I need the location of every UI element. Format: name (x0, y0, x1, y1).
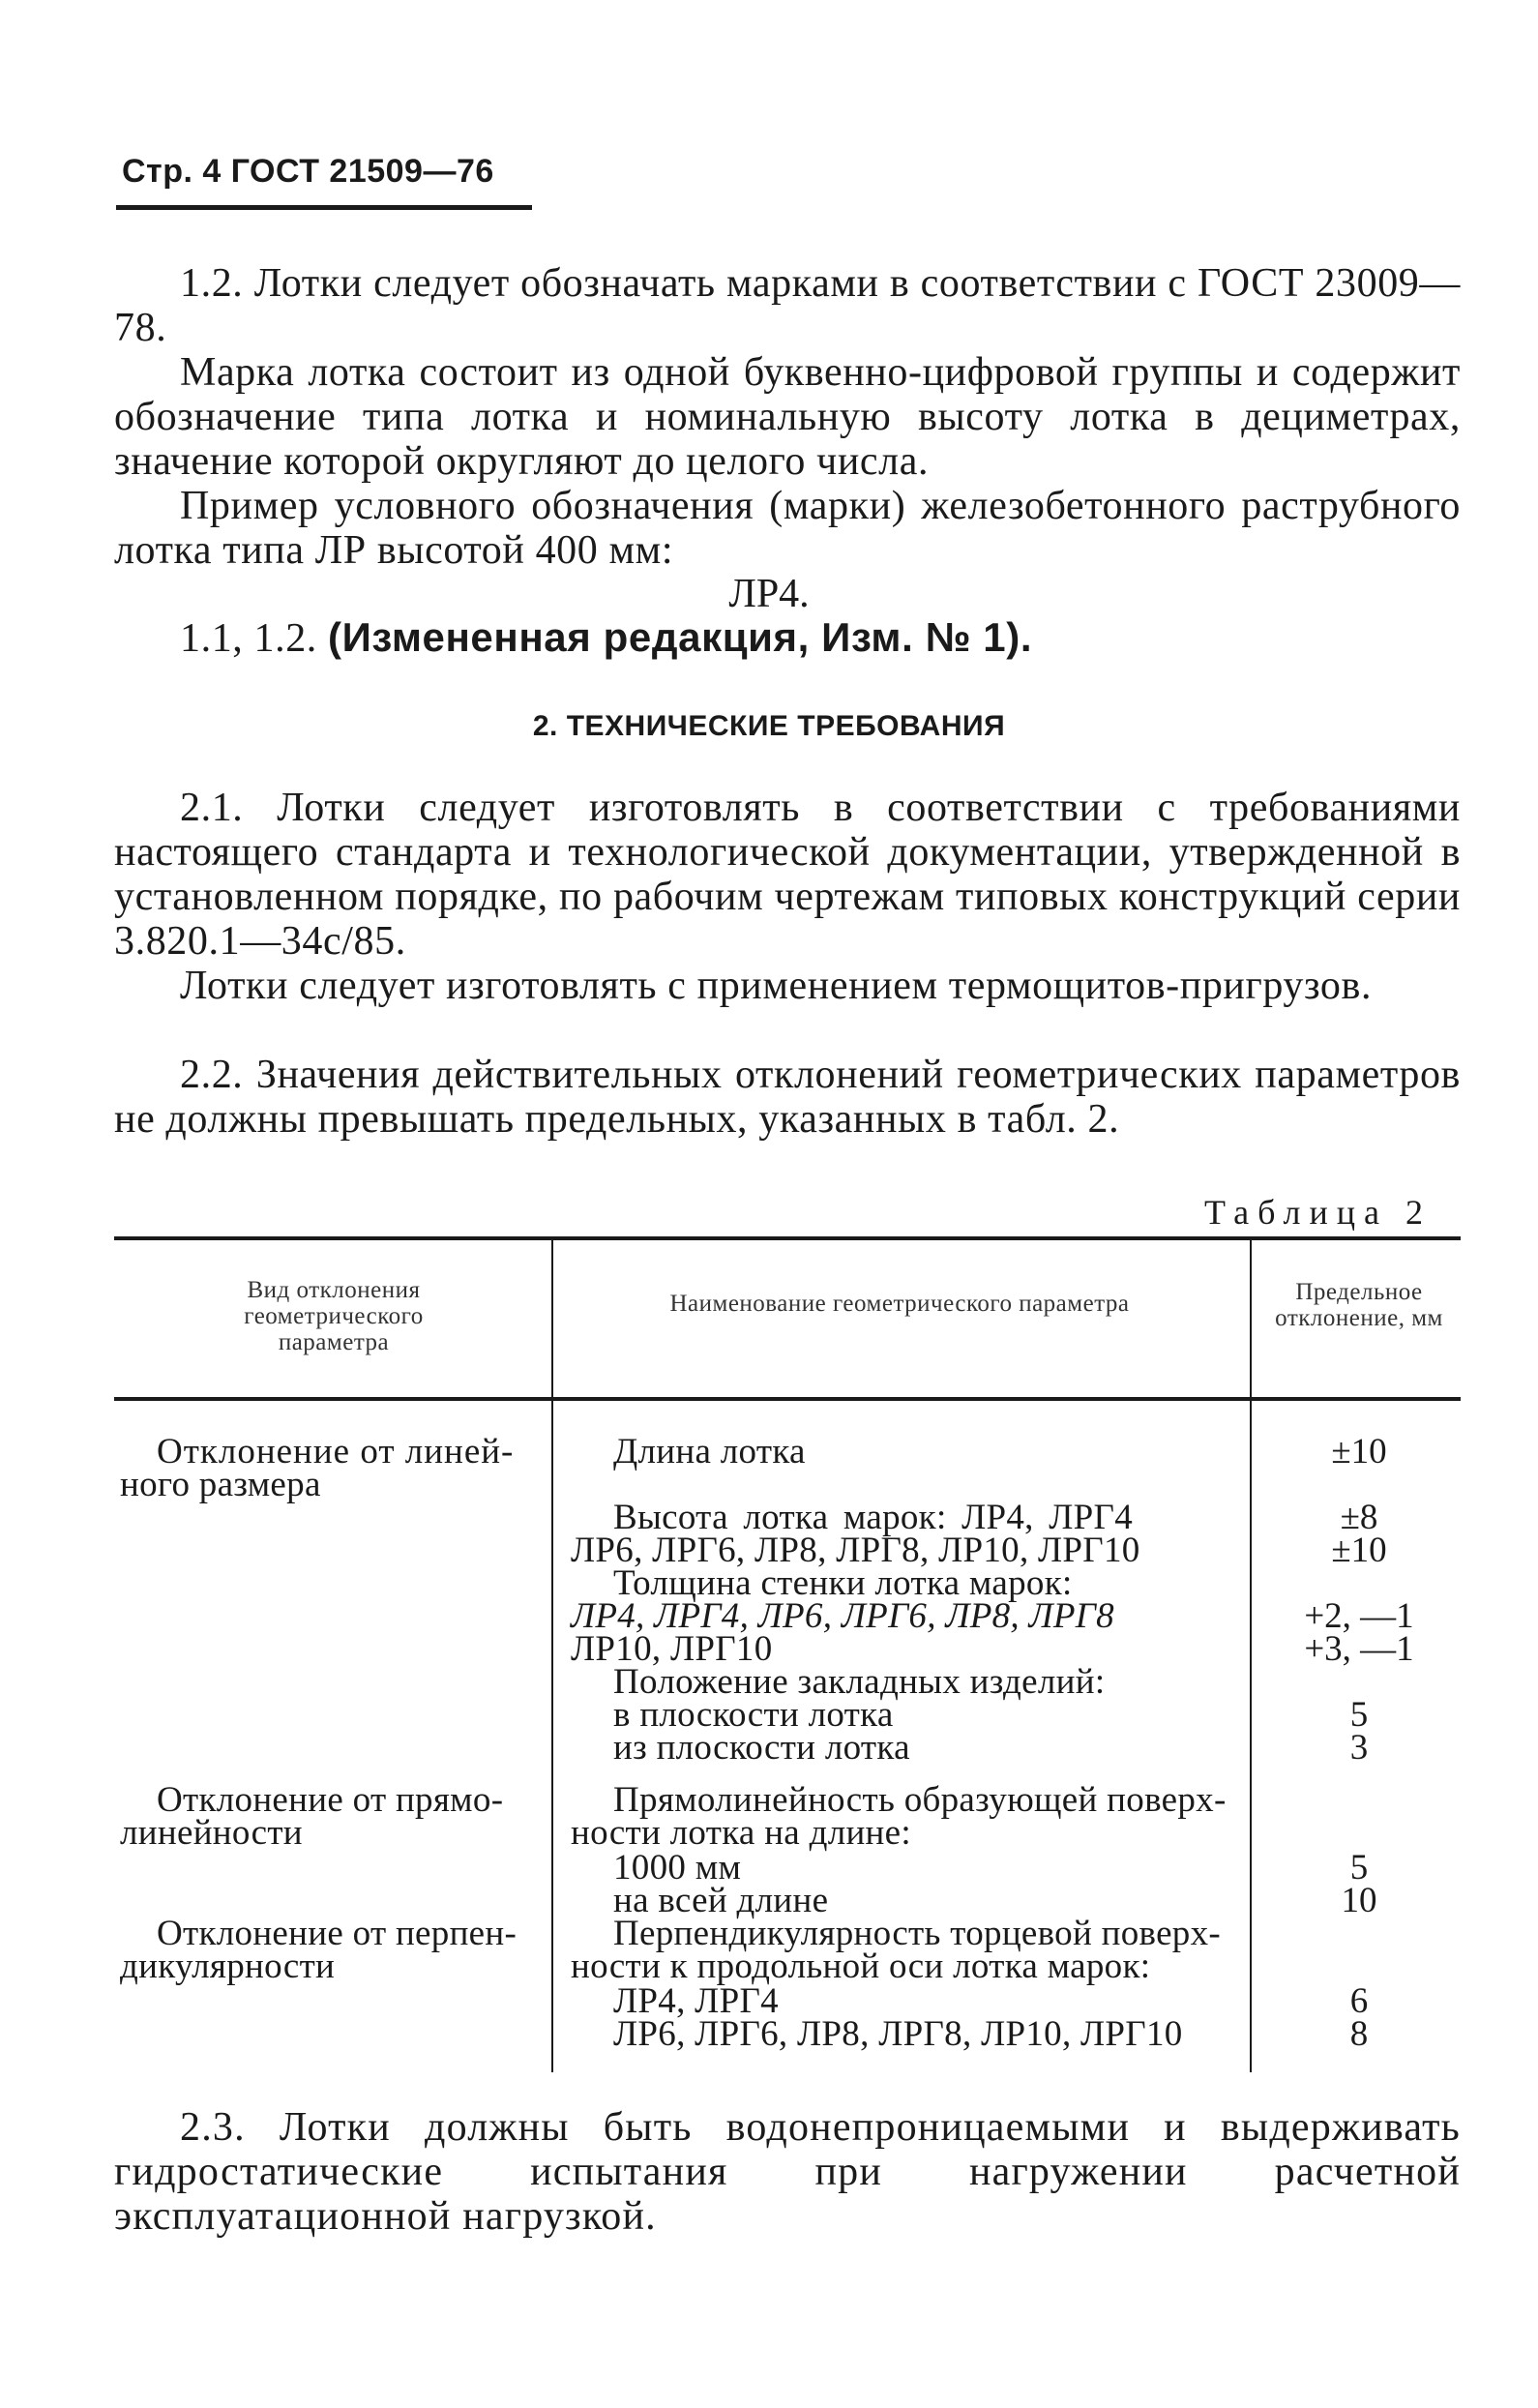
table-caption: Таблица 2 (1204, 1193, 1432, 1232)
deviation-type-linear-b: ного размера (120, 1465, 321, 1504)
paragraph-2-2: 2.2. Значения действительных отклонений геометрических параметров не должны превышать предельных, указанных в табл. 2. (114, 1053, 1461, 1142)
table-value: +3, —1 (1304, 1629, 1414, 1669)
table-param: Перпендикулярность торцевой поверх- (613, 1914, 1222, 1953)
table-param: ности лотка на длине: (571, 1813, 911, 1853)
revision-prefix: 1.1, 1.2. (180, 616, 317, 661)
table-param: Прямолинейность образующей поверх- (613, 1780, 1227, 1820)
table-value: +2, —1 (1304, 1596, 1414, 1636)
paragraph-2-3: 2.3. Лотки должны быть водонепроницаемыми и выдерживать гидростатические испытания при нагружении расчетной эксплуатационной нагрузкой. (114, 2105, 1461, 2239)
paragraph-mark-description: Марка лотка состоит из одной буквенно-цифровой группы и содержит обозначение типа лотка и номинальную высоту лотка в дециметрах, значение которой округляют до целого числа. (114, 350, 1461, 484)
page-header: Стр. 4 ГОСТ 21509—76 (122, 153, 494, 190)
table-value: 5 (1349, 1848, 1369, 1888)
table-param: Толщина стенки лотка марок: (613, 1563, 1073, 1603)
table-value: ±10 (1331, 1531, 1387, 1570)
table-top-rule (114, 1236, 1461, 1240)
table-param: из плоскости лотка (613, 1728, 910, 1768)
revision-note (114, 615, 1461, 661)
paragraph-1-2: 1.2. Лотки следует обозначать марками в соответствии с ГОСТ 23009—78. (114, 261, 1461, 350)
table-value: ±10 (1331, 1432, 1387, 1472)
table-param: Положение закладных изделий: (613, 1662, 1106, 1702)
table-header-col1: Вид отклонения геометрического параметра (244, 1277, 424, 1355)
deviation-type-linear-a: Отклонение от линей- (157, 1432, 515, 1472)
table-divider-1 (551, 1240, 553, 2072)
header-rule (116, 205, 532, 210)
table-header-col2: Наименование геометрического параметра (669, 1291, 1130, 1317)
section-title: 2. ТЕХНИЧЕСКИЕ ТРЕБОВАНИЯ (532, 710, 1006, 742)
table-param: ности к продольной оси лотка марок: (571, 1947, 1151, 1986)
deviation-type-perpendicularity-b: дикулярности (120, 1947, 336, 1986)
paragraph-example: Пример условного обозначения (марки) железобетонного раструбного лотка типа ЛР высотой 400 мм: (114, 484, 1461, 573)
deviation-type-perpendicularity-a: Отклонение от перпен- (157, 1914, 518, 1953)
example-mark: ЛР4. (728, 572, 810, 616)
revision-text: (Измененная редакция, Изм. № 1). (328, 614, 1033, 660)
deviation-type-straightness-b: линейности (120, 1813, 303, 1853)
table-param: на всей длине (613, 1881, 829, 1920)
table-param: 1000 мм (613, 1848, 742, 1888)
table-param: ЛР6, ЛРГ6, ЛР8, ЛРГ8, ЛР10, ЛРГ10 (613, 2014, 1183, 2054)
table-param: ЛР4, ЛРГ4 (613, 1981, 779, 2021)
table-value: 6 (1349, 1981, 1369, 2021)
table-param: в плоскости лотка (613, 1695, 894, 1735)
deviation-type-straightness-a: Отклонение от прямо- (157, 1780, 504, 1820)
table-value: 5 (1349, 1695, 1369, 1735)
paragraph-2-1-b: Лотки следует изготовлять с применением термощитов-пригрузов. (180, 964, 1373, 1008)
table-divider-2 (1250, 1240, 1252, 2072)
table-header-rule (114, 1397, 1461, 1401)
table-param: ЛР4, ЛРГ4, ЛР6, ЛРГ6, ЛР8, ЛРГ8 (571, 1596, 1114, 1636)
table-value: 3 (1349, 1728, 1369, 1768)
table-param: Высота лотка марок: ЛР4, ЛРГ4 (613, 1498, 1134, 1537)
paragraph-2-1: 2.1. Лотки следует изготовлять в соответствии с требованиями настоящего стандарта и технологической документации, утвержденной в установленном порядке, по рабочим чертежам типовых конструкций серии 3.820.1—34с/85. (114, 786, 1461, 964)
table-param: ЛР6, ЛРГ6, ЛР8, ЛРГ8, ЛР10, ЛРГ10 (571, 1531, 1140, 1570)
table-header-col3: Предельное отклонение, мм (1275, 1279, 1443, 1331)
table-value: 8 (1349, 2014, 1369, 2054)
table-value: ±8 (1340, 1498, 1378, 1537)
table-param: Длина лотка (613, 1432, 806, 1472)
table-param: ЛР10, ЛРГ10 (571, 1629, 773, 1669)
table-value: 10 (1341, 1881, 1377, 1920)
